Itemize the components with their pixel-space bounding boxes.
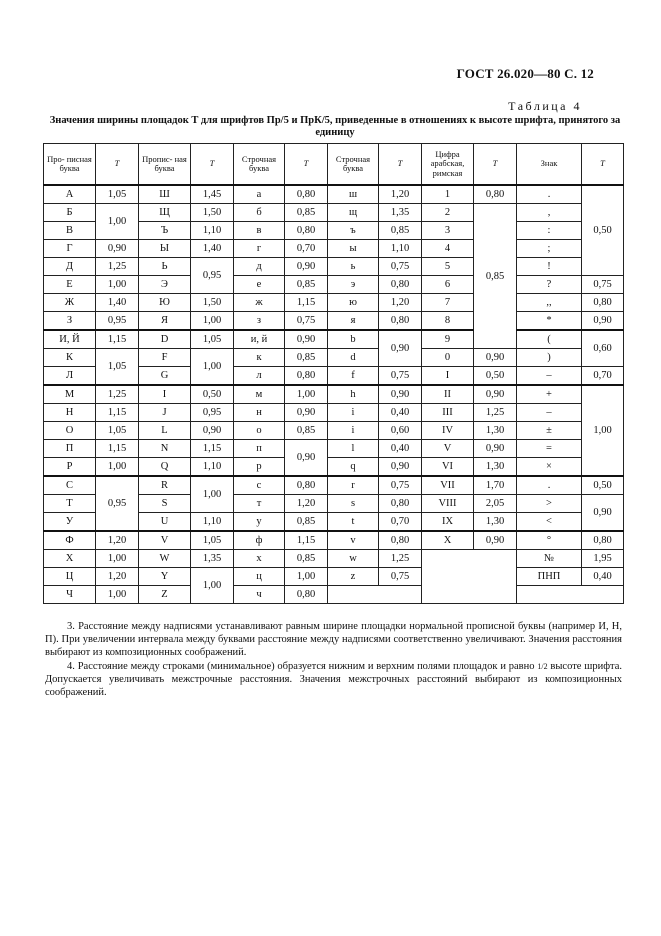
table-cell: Щ	[139, 204, 191, 222]
table-cell: ъ	[328, 222, 379, 240]
table-cell: ;	[517, 240, 582, 258]
table-cell: 4	[422, 240, 474, 258]
table-cell: 0,75	[285, 312, 328, 331]
table-cell: 0,90	[474, 531, 517, 550]
table-row	[44, 458, 624, 477]
table-cell: 0,80	[379, 312, 422, 331]
table-cell: 0,40	[582, 568, 624, 586]
table-cell: х	[234, 550, 285, 568]
font-width-table	[43, 143, 624, 604]
column-header: T	[191, 144, 234, 186]
table-cell: 1,40	[191, 240, 234, 258]
table-cell: 0,80	[474, 185, 517, 204]
table-row	[44, 422, 624, 440]
table-cell: 1,20	[96, 531, 139, 550]
table-cell: 0,95	[96, 312, 139, 331]
table-cell: 1,15	[96, 330, 139, 349]
table-cell: щ	[328, 204, 379, 222]
table-cell: 0,85	[474, 204, 517, 349]
table-cell: 0,50	[191, 385, 234, 404]
table-cell: А	[44, 185, 96, 204]
table-cell: 0,75	[379, 367, 422, 386]
table-cell: U	[139, 513, 191, 532]
table-cell: 3	[422, 222, 474, 240]
table-cell: 1,05	[191, 531, 234, 550]
table-cell: +	[517, 385, 582, 404]
table-cell: 1,50	[191, 204, 234, 222]
column-header: T	[474, 144, 517, 186]
table-cell: 0,50	[582, 476, 624, 495]
table-cell: д	[234, 258, 285, 276]
paragraph-3: 3. Расстояние между надписями устанавливают равным ширине площадки нормальной прописной буквы (например И, Н, П). При увеличении интервала между буквами расстояние между надписями соответственно увеличивают. Значения расстояния выбирают из композиционных соображений.	[45, 621, 622, 658]
table-cell: 1,00	[285, 385, 328, 404]
table-cell: 1,00	[96, 204, 139, 240]
table-row	[44, 258, 624, 276]
table-row	[44, 240, 624, 258]
table-cell: d	[328, 349, 379, 367]
table-row	[44, 349, 624, 367]
table-cell: э	[328, 276, 379, 294]
table-cell: 0,50	[474, 367, 517, 386]
table-cell: D	[139, 330, 191, 349]
table-cell: 1,05	[191, 330, 234, 349]
table-cell: 1,95	[582, 550, 624, 568]
table-cell: N	[139, 440, 191, 458]
table-cell: П	[44, 440, 96, 458]
table-cell: 7	[422, 294, 474, 312]
table-cell: 1,70	[474, 476, 517, 495]
table-cell: 1,00	[191, 312, 234, 331]
table-cell: 1,10	[191, 458, 234, 477]
table-cell: 0,95	[96, 476, 139, 531]
table-cell: ф	[234, 531, 285, 550]
table-cell: 0,95	[191, 258, 234, 294]
table-cell: *	[517, 312, 582, 331]
column-header: T	[582, 144, 624, 186]
table-cell: 0,85	[285, 349, 328, 367]
table-cell: Q	[139, 458, 191, 477]
table-cell: 1,50	[191, 294, 234, 312]
table-cell: 1,00	[285, 568, 328, 586]
table-cell: 1,25	[474, 404, 517, 422]
table-cell: 1,05	[96, 349, 139, 386]
table-cell: Ж	[44, 294, 96, 312]
table-cell: Э	[139, 276, 191, 294]
table-row	[44, 404, 624, 422]
table-cell: v	[328, 531, 379, 550]
table-cell: ?	[517, 276, 582, 294]
table-cell: –	[517, 367, 582, 386]
table-cell: II	[422, 385, 474, 404]
table-cell: 0,90	[191, 422, 234, 440]
table-cell: X	[422, 531, 474, 550]
table-cell: 0,75	[379, 476, 422, 495]
table-cell: °	[517, 531, 582, 550]
table-cell: У	[44, 513, 96, 532]
table-cell: Z	[139, 586, 191, 604]
table-cell: s	[328, 495, 379, 513]
table-cell: 0,75	[582, 276, 624, 294]
table-cell: я	[328, 312, 379, 331]
table-cell: Н	[44, 404, 96, 422]
table-cell: b	[328, 330, 379, 349]
table-cell: VI	[422, 458, 474, 477]
table-cell: <	[517, 513, 582, 532]
column-header: Строчная буква	[234, 144, 285, 186]
empty-cell	[517, 586, 624, 604]
table-cell: К	[44, 349, 96, 367]
table-cell: о	[234, 422, 285, 440]
table-cell: 0,40	[379, 440, 422, 458]
table-cell: 9	[422, 330, 474, 349]
table-cell: 0,90	[582, 495, 624, 532]
table-header-row	[44, 144, 624, 186]
table-row	[44, 204, 624, 222]
table-cell: 0,60	[582, 330, 624, 367]
paragraph-4	[45, 660, 622, 699]
table-cell: (	[517, 330, 582, 349]
table-cell: S	[139, 495, 191, 513]
table-cell: 0,90	[582, 312, 624, 331]
table-cell: 1,30	[474, 458, 517, 477]
table-cell: 2,05	[474, 495, 517, 513]
table-cell: 0,80	[379, 276, 422, 294]
table-cell: Х	[44, 550, 96, 568]
table-cell: Р	[44, 458, 96, 477]
table-cell: п	[234, 440, 285, 458]
table-cell: l	[328, 440, 379, 458]
paragraph-4-text-a: 4. Расстояние между строками (минимальное) образуется нижним и верхним полями площадок и равно	[67, 661, 535, 672]
table-cell: Ф	[44, 531, 96, 550]
table-cell: м	[234, 385, 285, 404]
table-cell: 5	[422, 258, 474, 276]
table-cell: 0,80	[379, 495, 422, 513]
table-cell: С	[44, 476, 96, 495]
table-cell: Ъ	[139, 222, 191, 240]
table-cell: О	[44, 422, 96, 440]
table-cell: 1,05	[96, 185, 139, 204]
table-cell: И, Й	[44, 330, 96, 349]
table-cell: ,,	[517, 294, 582, 312]
table-cell: 1,00	[191, 568, 234, 604]
table-cell: 1,00	[582, 385, 624, 476]
table-cell: ,	[517, 204, 582, 222]
table-cell: ь	[328, 258, 379, 276]
table-cell: 1,35	[191, 550, 234, 568]
column-header: Пропис- ная буква	[139, 144, 191, 186]
table-cell: с	[234, 476, 285, 495]
table-cell: Ю	[139, 294, 191, 312]
column-header: T	[96, 144, 139, 186]
empty-cell	[328, 586, 422, 604]
table-cell: 1,00	[96, 458, 139, 477]
table-cell: Ы	[139, 240, 191, 258]
table-cell: 1,35	[379, 204, 422, 222]
table-cell: 0,80	[285, 476, 328, 495]
table-row	[44, 440, 624, 458]
table-cell: 0,80	[285, 222, 328, 240]
table-cell: 1,30	[474, 513, 517, 532]
table-cell: 1,00	[191, 476, 234, 513]
column-header: Строчная буква	[328, 144, 379, 186]
table-cell: 0,85	[379, 222, 422, 240]
table-cell: 1,05	[96, 422, 139, 440]
table-row	[44, 550, 624, 568]
table-cell: 0,90	[379, 458, 422, 477]
table-cell: 6	[422, 276, 474, 294]
table-cell: В	[44, 222, 96, 240]
table-cell: 1,15	[96, 404, 139, 422]
table-cell: ю	[328, 294, 379, 312]
table-cell: ×	[517, 458, 582, 477]
table-cell: в	[234, 222, 285, 240]
table-cell: 0,90	[474, 385, 517, 404]
table-cell: 0,75	[379, 258, 422, 276]
table-cell: III	[422, 404, 474, 422]
table-cell: Б	[44, 204, 96, 222]
table-cell: 1,45	[191, 185, 234, 204]
table-cell: IX	[422, 513, 474, 532]
table-cell: 8	[422, 312, 474, 331]
table-cell: б	[234, 204, 285, 222]
table-title: Значения ширины площадок T для шрифтов Пр/5 и ПрК/5, приведенные в отношениях к высоте шрифта, принятого за единицу	[49, 115, 621, 138]
table-cell: н	[234, 404, 285, 422]
table-cell: г	[234, 240, 285, 258]
table-cell: 0,95	[191, 404, 234, 422]
table-cell: q	[328, 458, 379, 477]
table-cell: )	[517, 349, 582, 367]
table-cell: ж	[234, 294, 285, 312]
table-row	[44, 330, 624, 349]
table-cell: VIII	[422, 495, 474, 513]
table-cell: 1,25	[379, 550, 422, 568]
column-header: Цифра арабская, римская	[422, 144, 474, 186]
table-row	[44, 476, 624, 495]
table-cell: t	[328, 513, 379, 532]
table-cell: V	[422, 440, 474, 458]
table-cell: 1,25	[96, 258, 139, 276]
table-cell: R	[139, 476, 191, 495]
table-cell: z	[328, 568, 379, 586]
table-cell: V	[139, 531, 191, 550]
table-cell: I	[139, 385, 191, 404]
column-header: Знак	[517, 144, 582, 186]
table-row	[44, 586, 624, 604]
table-cell: I	[422, 367, 474, 386]
table-cell: 1,10	[379, 240, 422, 258]
table-cell: ц	[234, 568, 285, 586]
table-cell: 1,15	[96, 440, 139, 458]
table-cell: 1	[422, 185, 474, 204]
table-cell: 1,20	[379, 294, 422, 312]
table-cell: f	[328, 367, 379, 386]
table-cell: 0,90	[285, 440, 328, 477]
table-cell: Ш	[139, 185, 191, 204]
table-cell: 0,90	[96, 240, 139, 258]
table-cell: 0,80	[582, 294, 624, 312]
table-cell: 1,15	[191, 440, 234, 458]
paragraph-4-text-b: высоте шрифта. Допускается увеличивать межстрочные расстояния. Значения межстрочных расстояний выбирают из композиционных соображений.	[45, 661, 623, 698]
table-cell: >	[517, 495, 582, 513]
table-cell: 1,20	[285, 495, 328, 513]
table-cell: Ч	[44, 586, 96, 604]
table-row	[44, 276, 624, 294]
table-cell: 1,10	[191, 222, 234, 240]
table-cell: =	[517, 440, 582, 458]
table-cell: ±	[517, 422, 582, 440]
table-cell: i	[328, 404, 379, 422]
table-cell: 1,00	[191, 349, 234, 386]
table-cell: З	[44, 312, 96, 331]
table-cell: л	[234, 367, 285, 386]
table-cell: 1,00	[96, 276, 139, 294]
table-cell: 0,80	[582, 531, 624, 550]
table-cell: к	[234, 349, 285, 367]
table-cell: ы	[328, 240, 379, 258]
table-cell: 0,50	[582, 185, 624, 276]
table-cell: 0,90	[379, 385, 422, 404]
table-cell: 0,40	[379, 404, 422, 422]
table-cell: 0,70	[582, 367, 624, 386]
table-cell: 0,80	[379, 531, 422, 550]
table-cell: у	[234, 513, 285, 532]
table-cell: 1,00	[96, 586, 139, 604]
table-cell: 0,90	[474, 349, 517, 367]
table-cell: 1,20	[96, 568, 139, 586]
table-cell: W	[139, 550, 191, 568]
table-cell: ч	[234, 586, 285, 604]
table-cell: 1,30	[474, 422, 517, 440]
table-cell: Ь	[139, 258, 191, 276]
table-row	[44, 385, 624, 404]
table-cell: 1,25	[96, 385, 139, 404]
table-cell: Ц	[44, 568, 96, 586]
table-cell: h	[328, 385, 379, 404]
empty-cell	[422, 550, 517, 604]
table-cell: и, й	[234, 330, 285, 349]
table-cell: 0,60	[379, 422, 422, 440]
table-row	[44, 294, 624, 312]
table-cell: з	[234, 312, 285, 331]
table-cell: r	[328, 476, 379, 495]
table-cell: Я	[139, 312, 191, 331]
table-cell: Y	[139, 568, 191, 586]
table-cell: 0,85	[285, 276, 328, 294]
table-cell: 1,20	[379, 185, 422, 204]
table-cell: 0,85	[285, 550, 328, 568]
column-header: Про- писная буква	[44, 144, 96, 186]
table-number: Таблица 4	[508, 99, 582, 113]
table-row	[44, 312, 624, 331]
table-cell: –	[517, 404, 582, 422]
table-cell: №	[517, 550, 582, 568]
table-cell: .	[517, 476, 582, 495]
one-half-fraction: 1/2	[537, 662, 548, 671]
table-cell: Е	[44, 276, 96, 294]
table-cell: 0	[422, 349, 474, 367]
table-cell: IV	[422, 422, 474, 440]
column-header: T	[285, 144, 328, 186]
table-cell: 0,80	[285, 185, 328, 204]
table-cell: 1,10	[191, 513, 234, 532]
table-cell: 1,15	[285, 531, 328, 550]
table-cell: :	[517, 222, 582, 240]
table-cell: р	[234, 458, 285, 477]
table-cell: L	[139, 422, 191, 440]
table-row	[44, 531, 624, 550]
table-cell: 0,90	[379, 330, 422, 367]
table-cell: 0,80	[285, 586, 328, 604]
table-cell: Л	[44, 367, 96, 386]
table-row	[44, 185, 624, 204]
table-cell: i	[328, 422, 379, 440]
table-cell: F	[139, 349, 191, 367]
table-cell: 0,90	[285, 330, 328, 349]
table-cell: 1,00	[96, 550, 139, 568]
table-cell: Д	[44, 258, 96, 276]
table-cell: 0,90	[474, 440, 517, 458]
table-cell: 1,40	[96, 294, 139, 312]
table-cell: е	[234, 276, 285, 294]
table-cell: ПНП	[517, 568, 582, 586]
table-cell: 0,85	[285, 513, 328, 532]
table-cell: Г	[44, 240, 96, 258]
table-cell: 0,90	[285, 404, 328, 422]
table-cell: ш	[328, 185, 379, 204]
table-cell: 0,80	[285, 367, 328, 386]
table-cell: G	[139, 367, 191, 386]
table-cell: .	[517, 185, 582, 204]
table-cell: М	[44, 385, 96, 404]
column-header: T	[379, 144, 422, 186]
table-cell: 0,75	[379, 568, 422, 586]
table-cell: а	[234, 185, 285, 204]
document-reference: ГОСТ 26.020—80 С. 12	[456, 66, 594, 81]
table-cell: т	[234, 495, 285, 513]
table-cell: Т	[44, 495, 96, 513]
table-cell: 0,70	[379, 513, 422, 532]
table-cell: w	[328, 550, 379, 568]
table-cell: VII	[422, 476, 474, 495]
table-cell: !	[517, 258, 582, 276]
table-cell: 0,90	[285, 258, 328, 276]
table-row	[44, 568, 624, 586]
table-cell: 0,85	[285, 422, 328, 440]
table-cell: 0,85	[285, 204, 328, 222]
table-cell: J	[139, 404, 191, 422]
table-cell: 2	[422, 204, 474, 222]
table-cell: 1,15	[285, 294, 328, 312]
table-cell: 0,70	[285, 240, 328, 258]
